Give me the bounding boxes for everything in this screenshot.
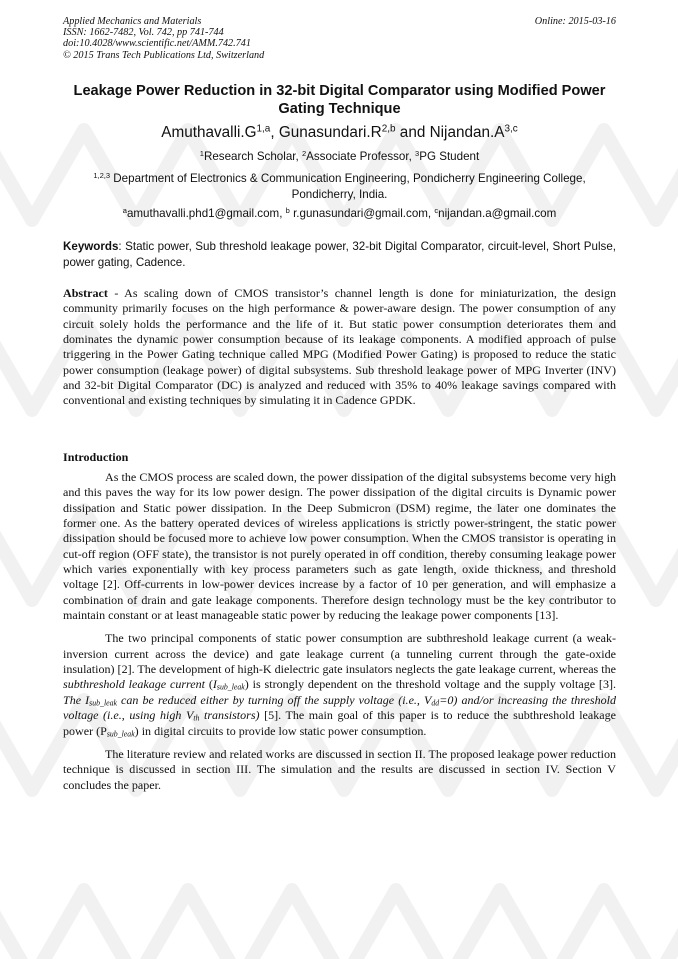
role-sup: 2 [301, 148, 307, 158]
dept-sup: 1,2,3 [93, 170, 111, 180]
text-run: ( [205, 677, 213, 692]
intro-paragraph-2 [63, 631, 616, 738]
email-link: amuthavalli.phd1@gmail.com, [126, 207, 286, 220]
author-list [63, 124, 616, 142]
journal-issn: ISSN: 1662-7482, Vol. 742, pp 741-744 [63, 27, 224, 39]
subscript: dd [431, 698, 440, 708]
paper-title: Leakage Power Reduction in 32-bit Digital Comparator using Modified Power Gating Technique [73, 83, 606, 117]
abstract-paragraph [63, 286, 616, 409]
introduction-body [63, 470, 616, 801]
online-date: Online: 2015-03-16 [534, 16, 616, 27]
author-sup: 2,b [381, 123, 396, 135]
text-run: [5]. The main goal of this paper is to reduce the subthreshold leakage power (P [63, 708, 616, 738]
role-sup: 1 [199, 148, 204, 158]
author-name: Nijandan.A [429, 124, 505, 141]
text-run: The two principal components of static power consumption are subthreshold leakage current (a weak-inversion current across the device) and gate leakage current (a tunneling current through the gate-oxide insulation) [2]. The development of high-K dielectric gate insulators neglects the gate leakage current, whereas the [63, 631, 616, 677]
abstract-block [63, 286, 616, 409]
text-run: =0) and/or increasing the threshold voltage (i.e., using high V [63, 692, 616, 723]
subscript: sub_leak [216, 683, 245, 693]
text-run: ) is strongly dependent on the threshold voltage and the supply voltage [3]. [244, 677, 616, 692]
role-sup: 3 [415, 148, 420, 158]
journal-doi: doi:10.4028/www.scientific.net/AMM.742.741 [63, 38, 251, 50]
subscript: sub_leak [106, 729, 135, 739]
email-link: r.gunasundari@gmail.com, [289, 207, 435, 220]
keywords-text: : Static power, Sub threshold leakage power, 32-bit Digital Comparator, circuit-level, Short Pulse, power gating, Cadence. [63, 240, 616, 269]
email-sup: c [434, 205, 439, 215]
journal-name: Applied Mechanics and Materials [63, 16, 202, 27]
text-run: The I [63, 692, 90, 707]
journal-header [63, 16, 616, 61]
text-run: subthreshold leakage current [63, 677, 206, 692]
dept-text: Department of Electronics & Communication Engineering, Pondicherry Engineering College, Pondicherry, India. [110, 172, 586, 201]
journal-copyright: © 2015 Trans Tech Publications Ltd, Switzerland [63, 49, 265, 61]
role-text: PG Student [419, 150, 480, 163]
email-sup: b [285, 205, 290, 215]
role-text: Research Scholar, [203, 150, 302, 163]
text-run: ) in digital circuits to provide low static power consumption. [134, 723, 427, 738]
author-emails [63, 206, 616, 222]
section-heading-introduction: Introduction [63, 450, 129, 464]
email-sup: a [122, 205, 127, 215]
role-text: Associate Professor, [306, 150, 416, 163]
author-separator: , [270, 124, 279, 141]
author-sup: 1,a [256, 123, 271, 135]
text-run: I [212, 677, 217, 692]
text-run: can be reduced either by turning off the supply voltage (i.e., V [116, 692, 432, 707]
text-run: transistors) [199, 708, 260, 723]
abstract-label: Abstract [63, 286, 108, 300]
affiliation-department [63, 171, 616, 202]
abstract-text: - As scaling down of CMOS transistor’s channel length is done for miniaturization, the design community primarily focuses on the high performance & power-aware design. The power consumption of any circuit solely holds the performance and the life of it. But static power consumption deteriorates them and dominates the dynamic power consumption because of its leakage components. A modified approach of pulse triggering in the Power Gating technique called MPG (Modified Power Gating) is proposed to reduce the static power consumption (leakage power) of digital subsystems. Sub threshold leakage power of MPG Inverter (INV) and 32-bit Digital Comparator (DC) is analyzed and reduced with 35% to 40% leakage savings compared with conventional and existing techniques by simulating it in Cadence GPDK. [63, 286, 616, 408]
author-name: Gunasundari.R [278, 124, 382, 141]
subscript: th [193, 713, 200, 723]
intro-paragraph-3: The literature review and related works are discussed in section II. The proposed leakage power reduction technique is discussed in section III. The simulation and the results are discussed in section IV. Section V concludes the paper. [63, 746, 616, 792]
watermark-stroke [0, 890, 678, 959]
email-link: nijandan.a@gmail.com [438, 207, 557, 220]
affiliation-roles [63, 149, 616, 165]
author-separator: and [395, 124, 430, 141]
author-name: Amuthavalli.G [161, 124, 257, 141]
intro-paragraph-1: As the CMOS process are scaled down, the power dissipation of the digital subsystems become very high and this paves the way for its low power design. The power dissipation of the digital circuits is Dynamic power dissipation and Static power dissipation. In the Deep Submicron (DSM) regime, the later one dominates the former one. As the battery operated devices of wireless applications is strictly power-stringent, the static power dissipation should be focused more to achieve low power consumption. When the CMOS transistor is operating in cut-off region (OFF state), the transistor is not purely operated in off condition, thereby consuming leakage power which varies exponentially with key process parameters such as gate length, oxide thickness, and threshold voltage [2]. Off-currents in low-power devices increase by a factor of 10 per generation, and will emphasize a combination of drain and gate leakage components. Therefore design technology must be the key contributor to maintain constant or at least manageable static power by reducing the leakage power components [13]. [63, 470, 616, 623]
keywords-label: Keywords [63, 240, 119, 253]
author-sup: 3,c [504, 123, 518, 135]
subscript: sub_leak [89, 698, 117, 708]
keywords-block [63, 239, 616, 271]
